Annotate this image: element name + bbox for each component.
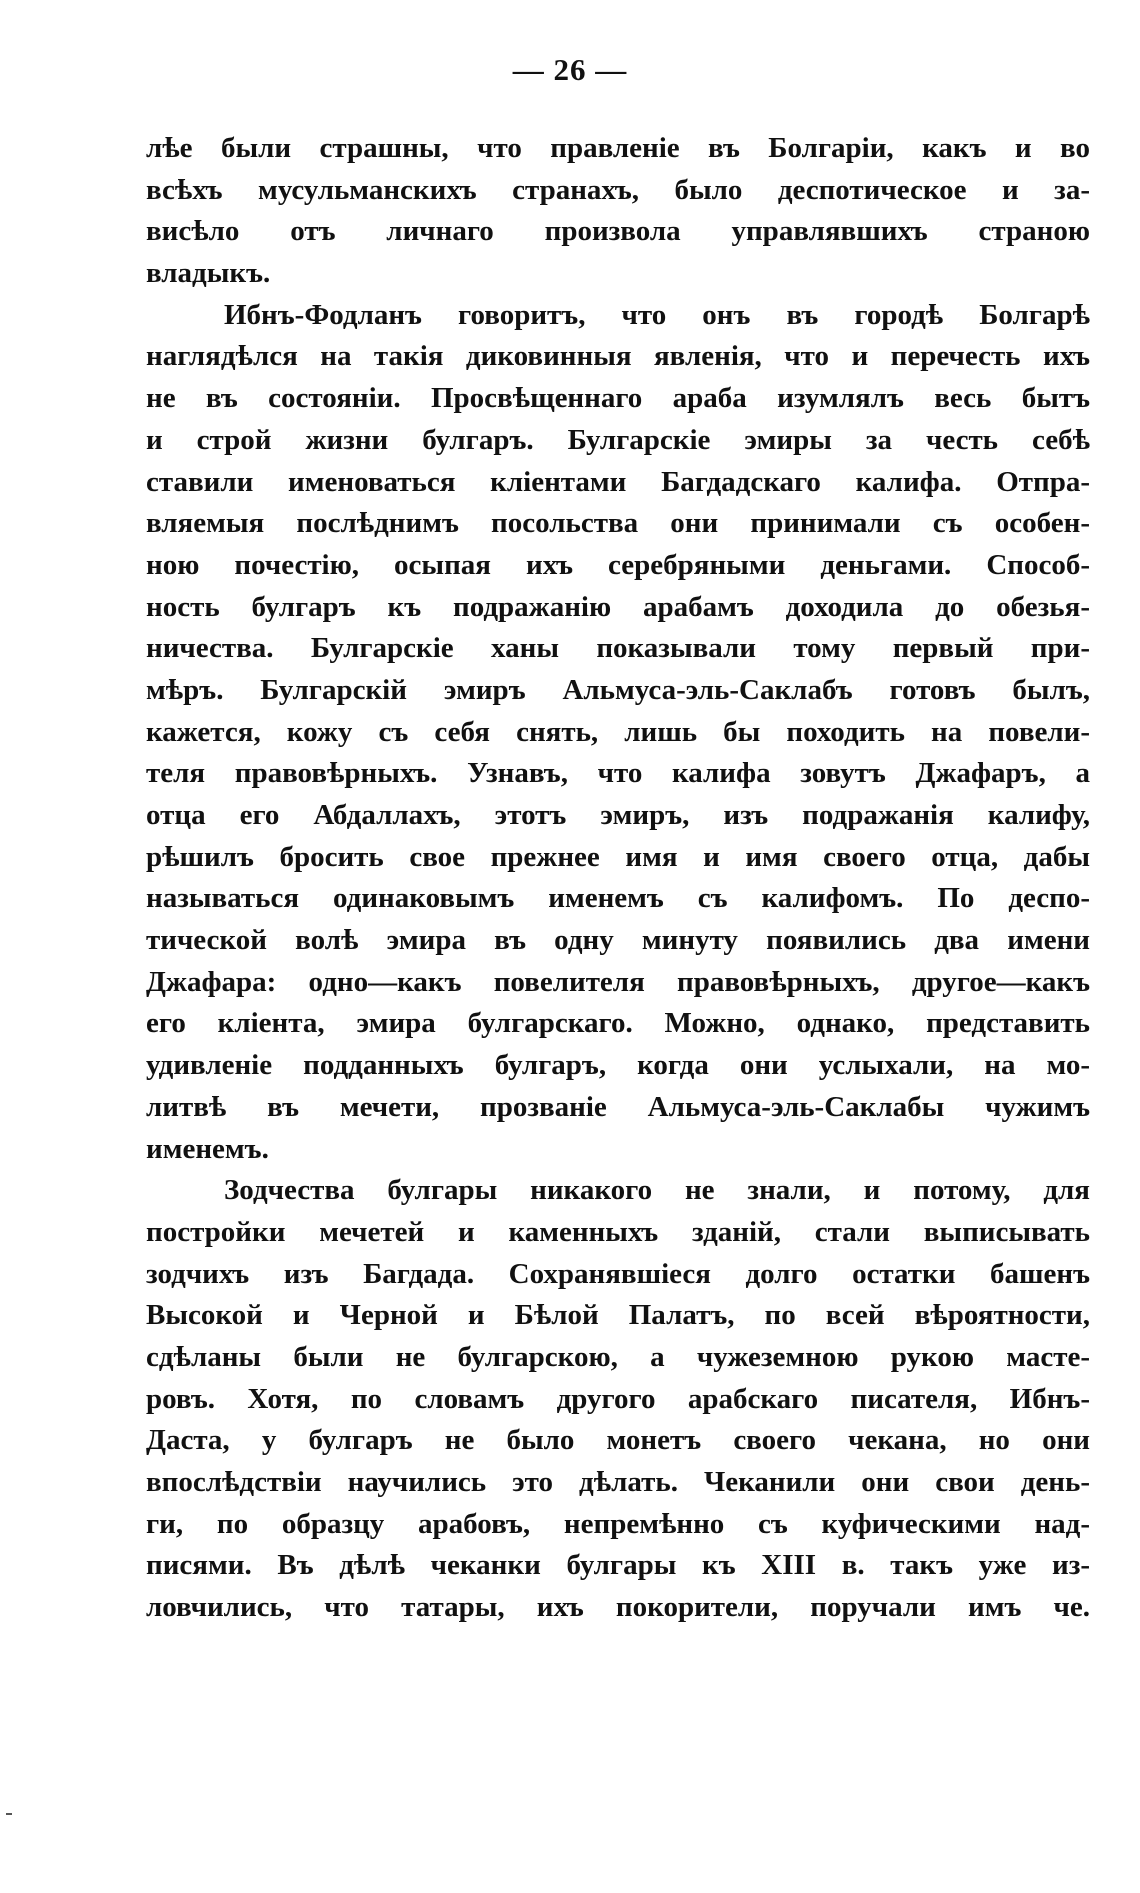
text-line: вляемыя послѣднимъ посольства они принимали съ особен- <box>146 507 1090 540</box>
text-line: мѣръ. Булгарскій эмиръ Альмуса-эль-Саклабъ готовъ былъ, <box>146 673 1090 706</box>
text-line: кажется, кожу съ себя снять, лишь бы походить на повели- <box>146 715 1090 748</box>
text-line: и строй жизни булгаръ. Булгарскіе эмиры за честь себѣ <box>146 423 1090 456</box>
page-number: — 26 — <box>512 52 628 87</box>
text-line: всѣхъ мусульманскихъ странахъ, было деспотическое и за- <box>146 173 1090 206</box>
text-line: зодчихъ изъ Багдада. Сохранявшіеся долго остатки башенъ <box>146 1257 1090 1290</box>
text-line: ги, по образцу арабовъ, непремѣнно съ куфическими над- <box>146 1507 1090 1540</box>
text-line: ничества. Булгарскіе ханы показывали тому первый при- <box>146 632 1090 665</box>
text-line: впослѣдствіи научились это дѣлать. Чеканили они свои день- <box>146 1466 1090 1498</box>
text-line: Высокой и Черной и Бѣлой Палатъ, по всей вѣроятности, <box>146 1299 1090 1332</box>
text-line: отца его Абдаллахъ, этотъ эмиръ, изъ подражанія калифу, <box>146 799 1090 831</box>
paragraph-3 <box>146 1170 1090 1629</box>
paragraph-2 <box>146 295 1090 1170</box>
text-line: теля правовѣрныхъ. Узнавъ, что калифа зовутъ Джафаръ, а <box>146 757 1090 790</box>
paragraph-1 <box>146 128 1090 295</box>
text-line: лѣе были страшны, что правленіе въ Болгаріи, какъ и во <box>146 132 1090 164</box>
text-line: Даста, у булгаръ не было монетъ своего чекана, но они <box>146 1424 1090 1457</box>
text-line: Зодчества булгары никакого не знали, и потому, для <box>224 1174 1090 1207</box>
text-line: ною почестію, осыпая ихъ серебряными деньгами. Способ- <box>146 548 1090 581</box>
text-line: его кліента, эмира булгарскаго. Можно, однако, представить <box>146 1007 1090 1040</box>
text-line: ставили именоваться кліентами Багдадскаго калифа. Отпра- <box>146 465 1090 498</box>
text-line: наглядѣлся на такія диковинныя явленія, что и перечесть ихъ <box>146 340 1090 373</box>
text-line: ловчились, что татары, ихъ покорители, поручали имъ че. <box>146 1591 1090 1624</box>
text-line: не въ состояніи. Просвѣщеннаго араба изумлялъ весь бытъ <box>146 382 1090 415</box>
text-line: сдѣланы были не булгарскою, а чужеземною рукою масте- <box>146 1340 1090 1373</box>
text-line: владыкъ. <box>146 257 271 290</box>
text-line: висѣло отъ личнаго произвола управлявшихъ страною <box>146 215 1090 248</box>
text-line: удивленіе подданныхъ булгаръ, когда они услыхали, на мо- <box>146 1049 1090 1082</box>
text-line: Джафара: одно—какъ повелителя правовѣрныхъ, другое—какъ <box>146 965 1090 998</box>
text-line: тической волѣ эмира въ одну минуту появились два имени <box>146 924 1090 957</box>
scan-edge-mark <box>6 1813 12 1815</box>
text-line: ровъ. Хотя, по словамъ другого арабскаго писателя, Ибнъ- <box>146 1382 1090 1415</box>
text-line: называться одинаковымъ именемъ съ калифомъ. По деспо- <box>146 882 1090 915</box>
body-text <box>146 128 1090 1629</box>
text-line: постройки мечетей и каменныхъ зданій, стали выписывать <box>146 1215 1090 1248</box>
text-line: рѣшилъ бросить свое прежнее имя и имя своего отца, дабы <box>146 840 1090 873</box>
text-line: писями. Въ дѣлѣ чеканки булгары къ XIII в. такъ уже из- <box>146 1549 1090 1582</box>
text-line: литвѣ въ мечети, прозваніе Альмуса-эль-Саклабы чужимъ <box>146 1090 1090 1123</box>
text-line: Ибнъ-Фодланъ говоритъ, что онъ въ городѣ Болгарѣ <box>224 298 1090 331</box>
text-line: именемъ. <box>146 1132 269 1165</box>
text-line: ность булгаръ къ подражанію арабамъ доходила до обезья- <box>146 590 1090 623</box>
